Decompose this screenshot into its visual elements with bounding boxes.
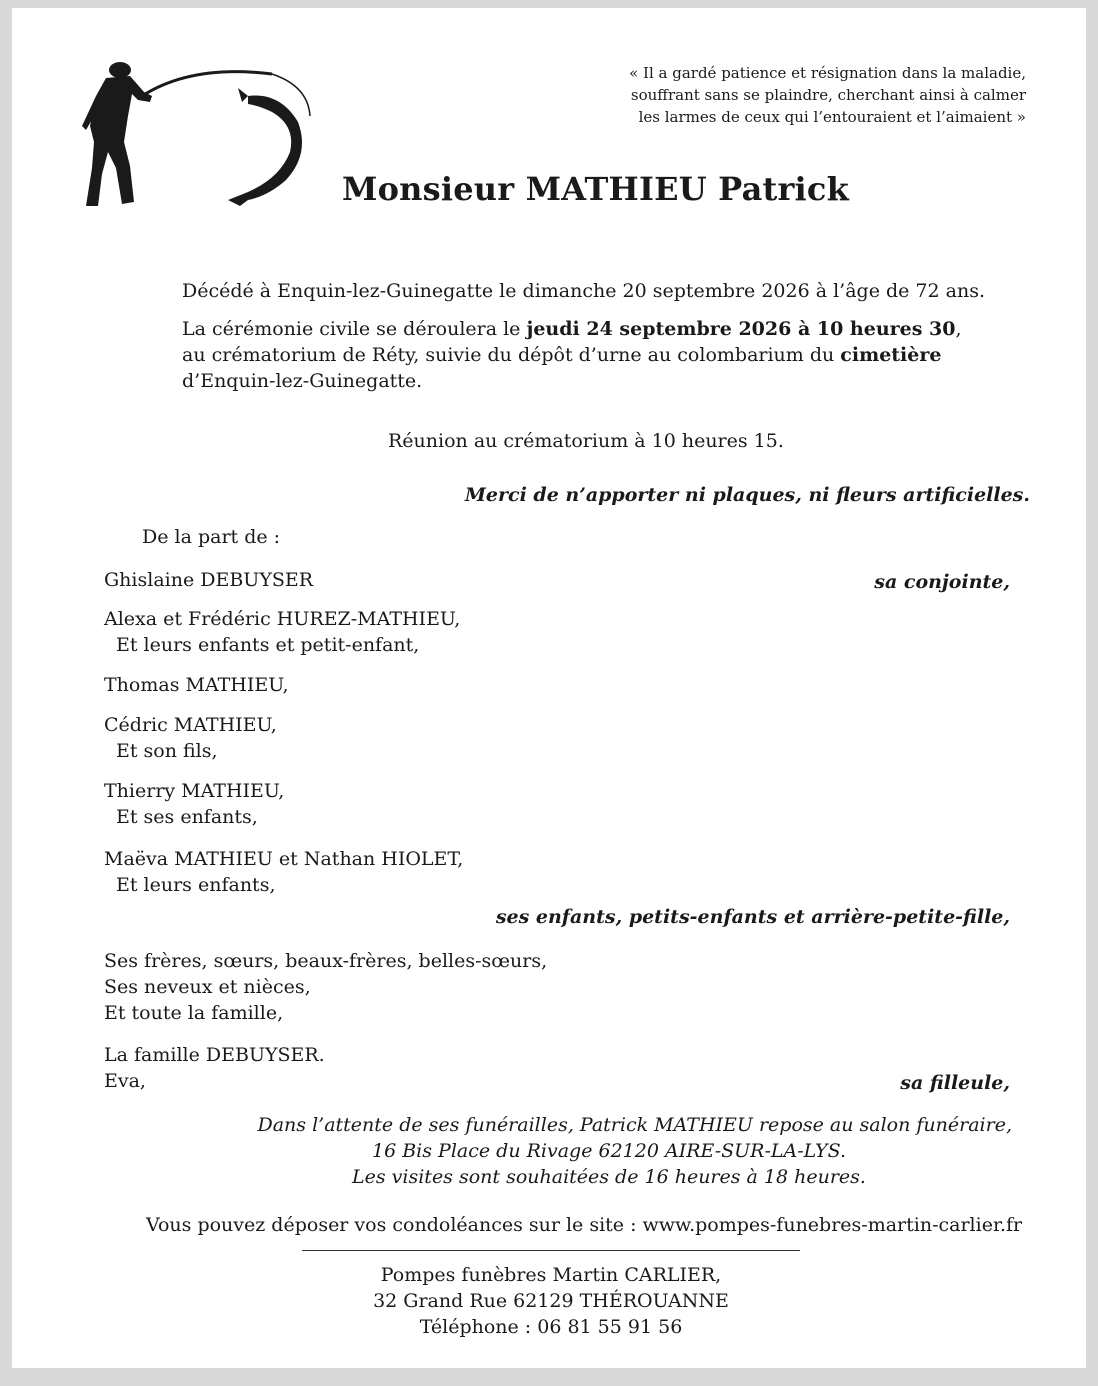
divider: [302, 1250, 800, 1251]
epitaph-quote: [629, 62, 1026, 128]
ceremony-date: jeudi 24 septembre 2026 à 10 heures 30: [526, 318, 956, 340]
family-child: Maëva MATHIEU et Nathan HIOLET, Et leurs enfants,: [104, 848, 464, 896]
death-notice: Décédé à Enquin-lez-Guinegatte le dimanche 20 septembre 2026 à l’âge de 72 ans.: [182, 280, 985, 302]
family-debuyser: La famille DEBUYSER. Eva,: [104, 1044, 325, 1092]
condolences-note: Vous pouvez déposer vos condoléances sur le site : www.pompes-funebres-martin-carlier.fr: [146, 1214, 1023, 1236]
quote-line: les larmes de ceux qui l’entouraient et l’aimaient »: [638, 108, 1026, 126]
obituary-sheet: [12, 8, 1086, 1368]
extended-family: Ses frères, sœurs, beaux-frères, belles-sœurs, Ses neveux et nièces, Et toute la famille,: [104, 950, 548, 1024]
family-child: Thomas MATHIEU,: [104, 674, 289, 696]
ceremony-details: La cérémonie civile se déroulera le jeudi 24 septembre 2026 à 10 heures 30, au crématorium de Réty, suivie du dépôt d’urne au colombarium du cimetière d’Enquin-lez-Guinegatte.: [182, 318, 962, 392]
family-child: Cédric MATHIEU, Et son fils,: [104, 714, 277, 762]
family-child: Thierry MATHIEU, Et ses enfants,: [104, 780, 285, 828]
reunion-note: Réunion au crématorium à 10 heures 15.: [388, 430, 784, 452]
children-role: ses enfants, petits-enfants et arrière-petite-fille,: [495, 906, 1010, 928]
rest-info: Dans l’attente de ses funérailles, Patrick MATHIEU repose au salon funéraire,: [257, 1114, 1012, 1136]
spouse-role: sa conjointe,: [874, 571, 1010, 593]
from-label: De la part de :: [142, 526, 281, 548]
flowers-note: Merci de n’apporter ni plaques, ni fleurs artificielles.: [464, 484, 1030, 506]
rest-info: 16 Bis Place du Rivage 62120 AIRE-SUR-LA-LYS. Les visites sont souhaitées de 16 heures à 18 heures.: [352, 1140, 866, 1188]
funeral-home-info: Pompes funèbres Martin CARLIER, 32 Grand Rue 62129 THÉROUANNE Téléphone : 06 81 55 91 56: [373, 1264, 729, 1338]
fisherman-icon: [72, 56, 322, 212]
quote-line: souffrant sans se plaindre, cherchant ainsi à calmer: [630, 86, 1026, 104]
family-spouse: Ghislaine DEBUYSER: [104, 569, 314, 591]
quote-line: « Il a gardé patience et résignation dans la maladie,: [629, 64, 1026, 82]
eva-role: sa filleule,: [900, 1072, 1010, 1094]
deceased-name: Monsieur MATHIEU Patrick: [342, 170, 849, 208]
family-child: Alexa et Frédéric HUREZ-MATHIEU, Et leurs enfants et petit-enfant,: [104, 608, 461, 656]
